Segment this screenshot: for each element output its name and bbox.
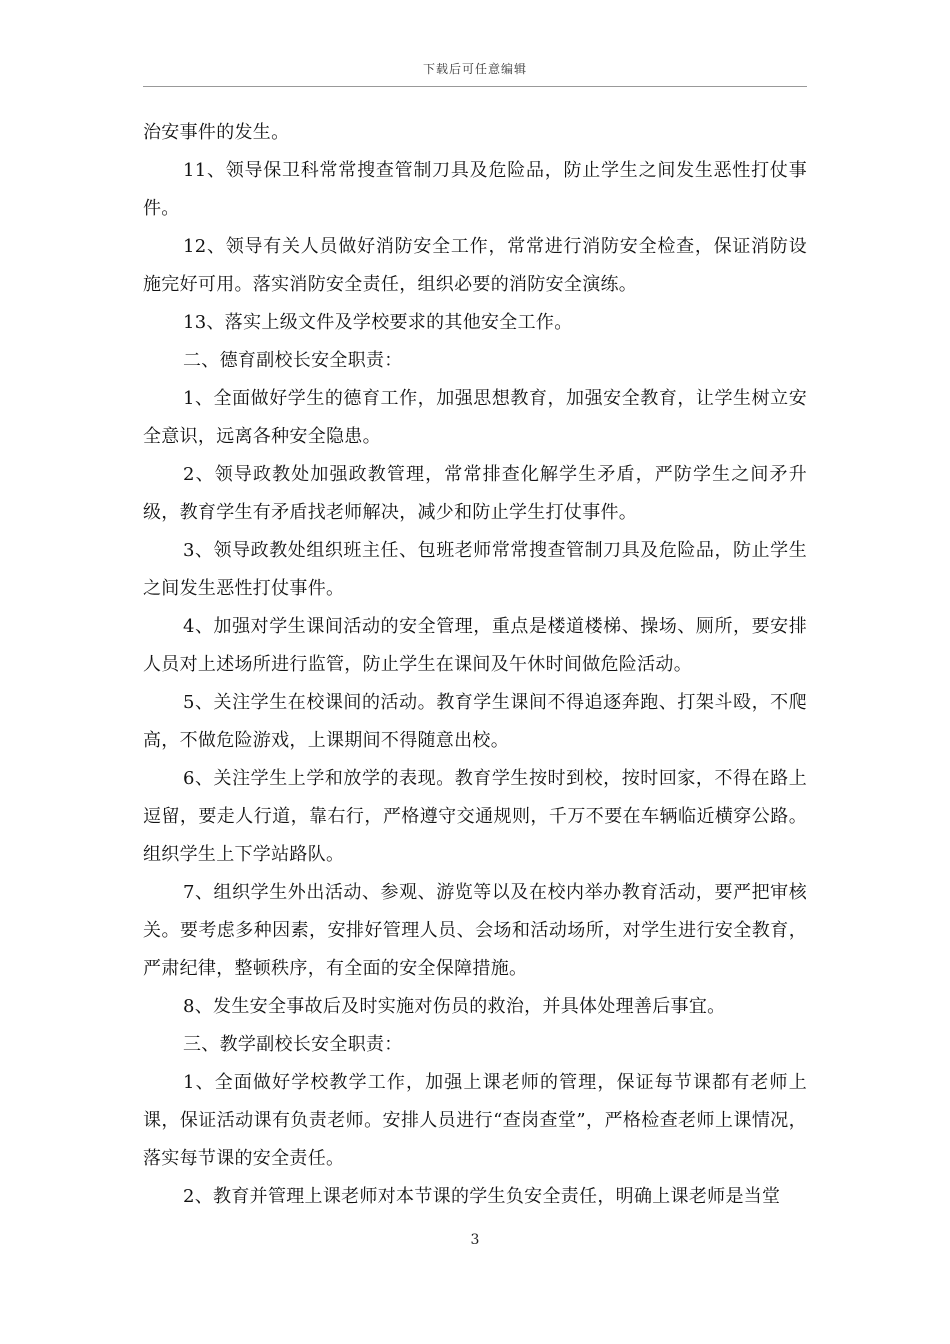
page-header: 下载后可任意编辑 <box>422 62 527 76</box>
paragraph: 13、落实上级文件及学校要求的其他安全工作。 <box>183 312 573 333</box>
paragraph: 1、全面做好学校教学工作，加强上课老师的管理，保证每节课都有老师上课，保证活动课有负责老师。安排人员进行“查岗查堂”，严格检查老师上课情况，落实每节课的安全责任。 <box>143 1072 807 1169</box>
paragraph: 5、关注学生在校课间的活动。教育学生课间不得追逐奔跑、打架斗殴，不爬高，不做危险游戏，上课期间不得随意出校。 <box>143 692 807 751</box>
document-body <box>143 114 807 1216</box>
paragraph: 三、教学副校长安全职责： <box>183 1034 403 1055</box>
paragraph: 12、领导有关人员做好消防安全工作，常常进行消防安全检查，保证消防设施完好可用。落实消防安全责任，组织必要的消防安全演练。 <box>143 236 807 295</box>
paragraph: 7、组织学生外出活动、参观、游览等以及在校内举办教育活动，要严把审核关。要考虑多种因素，安排好管理人员、会场和活动场所，对学生进行安全教育，严肃纪律，整顿秩序，有全面的安全保障措施。 <box>143 882 807 979</box>
paragraph: 11、领导保卫科常常搜查管制刀具及危险品，防止学生之间发生恶性打仗事件。 <box>143 160 807 219</box>
paragraph: 2、教育并管理上课老师对本节课的学生负安全责任，明确上课老师是当堂 <box>183 1186 781 1207</box>
paragraph: 3、领导政教处组织班主任、包班老师常常搜查管制刀具及危险品，防止学生之间发生恶性打仗事件。 <box>143 540 807 599</box>
paragraph: 8、发生安全事故后及时实施对伤员的救治，并具体处理善后事宜。 <box>183 996 726 1017</box>
paragraph: 2、领导政教处加强政教管理，常常排查化解学生矛盾，严防学生之间矛升级，教育学生有矛盾找老师解决，减少和防止学生打仗事件。 <box>143 464 807 523</box>
paragraph: 二、德育副校长安全职责： <box>183 350 403 371</box>
paragraph: 治安事件的发生。 <box>143 122 290 143</box>
page-number: 3 <box>470 1232 480 1248</box>
header-divider <box>143 86 807 87</box>
paragraph: 4、加强对学生课间活动的安全管理，重点是楼道楼梯、操场、厕所，要安排人员对上述场所进行监管，防止学生在课间及午休时间做危险活动。 <box>143 616 807 675</box>
paragraph: 1、全面做好学生的德育工作，加强思想教育，加强安全教育，让学生树立安全意识，远离各种安全隐患。 <box>143 388 807 447</box>
paragraph: 6、关注学生上学和放学的表现。教育学生按时到校，按时回家，不得在路上逗留，要走人行道，靠右行，严格遵守交通规则，千万不要在车辆临近横穿公路。组织学生上下学站路队。 <box>143 768 807 865</box>
